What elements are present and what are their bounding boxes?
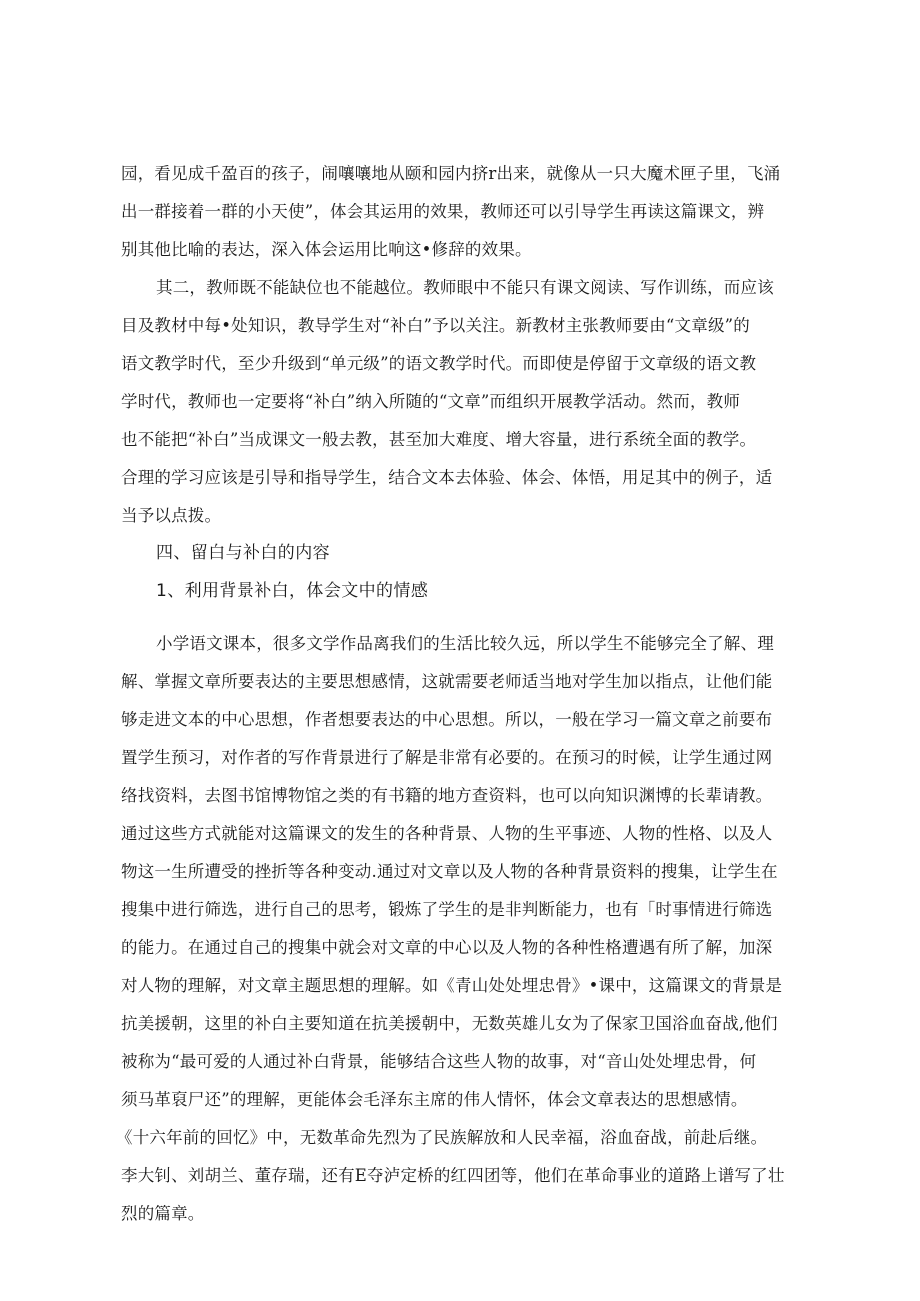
paragraph1-line: 别其他比喻的表达，深入体会运用比响这•修辞的效果。 xyxy=(121,240,532,259)
paragraph3-line: 搜集中进行筛选，进行自己的思考，锻炼了学生的是非判断能力，也有「时事情进行筛选 xyxy=(121,900,773,919)
paragraph3-line: 够走进文本的中心思想，作者想要表达的中心思想。所以，一般在学习一篇文章之前要布 xyxy=(121,710,773,729)
paragraph3-line: 通过这些方式就能对这篇课文的发生的各种背景、人物的生平事迹、人物的性格、以及人 xyxy=(121,824,773,843)
paragraph3-line: 小学语文课本，很多文学作品离我们的生活比较久远，所以学生不能够完全了解、理 xyxy=(156,634,774,653)
paragraph3-line: 的能力。在通过自己的搜集中就会对文章的中心以及人物的各种性格遭遇有所了解，加深 xyxy=(121,938,773,957)
paragraph2-line: 语文教学时代，至少升级到“单元级”的语文教学时代。而即使是停留于文章级的语文教 xyxy=(121,354,757,373)
paragraph2-line: 学时代，教师也一定要将“补白”纳入所随的“文章”而组织开展教学活动。然而，教师 xyxy=(121,392,741,411)
paragraph3-line: 解、掌握文章所要表达的主要思想感情，这就需要老师适当地对学生加以指点，让他们能 xyxy=(121,672,773,691)
paragraph3-line: 被称为“最可爱的人通过补白背景，能够结合这些人物的故事，对“音山处处埋忠骨，何 xyxy=(121,1052,757,1071)
section-heading: 四、留白与补白的内容 xyxy=(156,543,330,563)
paragraph2-line: 合理的学习应该是引导和指导学生，结合文本去体验、体会、体悟，用足其中的例子，适 xyxy=(121,468,773,487)
paragraph2-line: 其二，教师既不能缺位也不能越位。教师眼中不能只有课文阅读、写作训练，而应该 xyxy=(156,278,774,297)
paragraph2-line: 目及教材中每•处知识，教导学生对“补白”予以关注。新教材主张教师要由“文章级”的 xyxy=(121,316,750,335)
paragraph1-line: 出一群接着一群的小天使”，体会其运用的效果，教师还可以引导学生再读这篇课文，辨 xyxy=(121,202,765,221)
paragraph3-line: 物这一生所遭受的挫折等各种变动.通过对文章以及人物的各种背景资料的搜集，让学生在 xyxy=(121,862,778,881)
paragraph3-line: 须马革裒尸还”的理解，更能体会毛泽东主席的伟人情怀，体会文章表达的思想感情。 xyxy=(121,1090,748,1109)
paragraph3-line: 李大钊、刘胡兰、董存瑞，还有E夺泸定桥的红四团等，他们在革命事业的道路上谱写了壮 xyxy=(121,1166,785,1185)
paragraph2-line: 当予以点拨。 xyxy=(121,506,222,525)
subsection-heading: 1、利用背景补白，体会文中的情感 xyxy=(156,581,429,601)
paragraph3-line: 置学生预习，对作者的写作背景进行了解是非常有必要的。在预习的时候，让学生通过网 xyxy=(121,748,773,767)
paragraph1-line: 园，看见成千盈百的孩子，闹嚷嚷地从颐和园内挤r出来，就像从一只大魔术匣子里，飞涌 xyxy=(121,164,781,183)
paragraph2-line: 也不能把“补白”当成课文一般去教，甚至加大难度、增大容量，进行系统全面的教学。 xyxy=(121,430,757,449)
paragraph3-line: 《十六年前的回忆》中，无数革命先烈为了民族解放和人民幸福，浴血奋战，前赴后继。 xyxy=(116,1128,768,1147)
paragraph3-line: 对人物的理解，对文章主题思想的理解。如《青山处处埋忠骨》•课中，这篇课文的背景是 xyxy=(121,976,783,995)
paragraph3-line: 烈的篇章。 xyxy=(121,1204,205,1223)
paragraph3-line: 抗美援朝，这里的补白主要知道在抗美援朝中，无数英雄儿女为了保家卫国浴血奋战,他们 xyxy=(121,1014,778,1033)
paragraph3-line: 络找资料，去图书馆博物馆之类的有书籍的地方查资料，也可以向知识渊博的长辈请教。 xyxy=(121,786,773,805)
